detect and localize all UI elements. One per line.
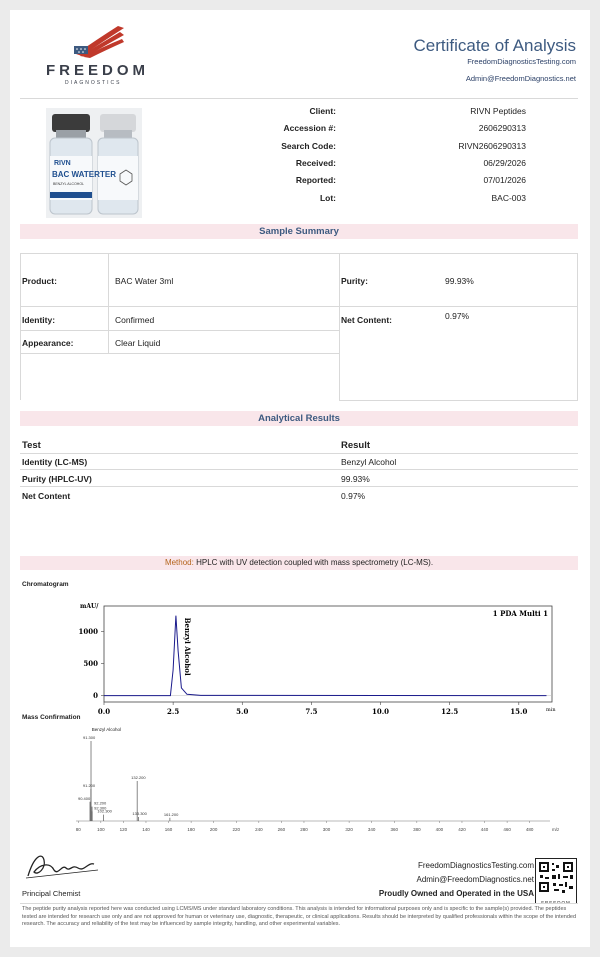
chromatogram-chart [20,590,578,718]
method-text: HPLC with UV detection coupled with mass spectrometry (LC-MS). [196,558,434,567]
product-value: BAC Water 3ml [115,276,174,286]
accession-label: Accession #: [283,123,336,133]
accession-value: 2606290313 [478,123,526,133]
peak-label: 90.400 [77,795,91,801]
vial-sub: BENZYL ALCOHOL [53,182,84,186]
lot-value: BAC-003 [491,193,526,203]
spectrum-annotation: Benzyl Alcohol [91,727,122,732]
x-tick-label: 380 [413,827,421,832]
x-tick-label: 240 [255,827,263,832]
x-axis-unit: m/z [552,827,560,832]
reported-value: 07/01/2026 [483,175,526,185]
x-axis-unit: min [546,707,556,713]
peak-label: 91.300 [83,735,96,740]
results-row-rule [20,486,578,487]
results-row-test: Identity (LC-MS) [22,457,88,467]
peak-label: 102.300 [97,808,112,814]
net-content-value: 0.97% [445,311,470,321]
peak-label: 133.300 [132,811,147,816]
sample-summary-heading: Sample Summary [20,224,578,239]
product-photo [46,108,142,218]
results-row-result: 0.97% [341,491,366,501]
identity-label: Identity: [22,315,56,325]
summary-row-rule-1 [20,306,578,307]
method-band [20,556,578,570]
summary-top-rule [20,253,578,254]
x-tick-label: 140 [142,827,150,832]
purity-value: 99.93% [445,276,474,286]
appearance-value: Clear Liquid [115,338,161,348]
method-label: Method: [164,558,194,567]
principal-chemist-label: Principal Chemist [22,889,81,898]
peak-label: 92.200 [94,800,107,806]
x-tick-label: 320 [345,827,353,832]
received-value: 06/29/2026 [483,158,526,168]
summary-row-rule-3 [20,353,340,354]
summary-col-border [108,253,109,353]
x-tick-label: 2.5 [167,707,180,716]
x-tick-label: 0.0 [97,707,111,716]
x-tick-label: 460 [503,827,511,832]
results-row-result: 99.93% [341,474,370,484]
brand-tagline: DIAGNOSTICS [65,80,122,86]
results-row-rule [20,469,578,470]
received-label: Received: [295,158,336,168]
x-tick-label: 180 [187,827,195,832]
footer-divider [20,903,578,904]
x-tick-label: 340 [367,827,376,832]
chromatogram-trace [104,616,547,696]
x-tick-label: 480 [525,827,534,832]
qr-code-icon [536,859,576,895]
peak-label: 91.200 [82,783,96,788]
client-value: RIVN Peptides [470,106,526,116]
x-tick-label: 12.5 [441,707,459,716]
header-divider [20,98,578,99]
reported-label: Reported: [295,175,336,185]
document-title: Certificate of Analysis [413,36,576,55]
x-tick-label: 5.0 [236,707,249,716]
results-col-result: Result [341,440,371,451]
y-tick-label: 500 [83,659,98,669]
appearance-label: Appearance: [22,338,74,348]
results-row-result: Benzyl Alcohol [341,457,397,467]
footer-email-link[interactable]: Admin@FreedomDiagnostics.net [416,875,534,884]
legend-label: 1 PDA Multi 1 [492,609,548,618]
x-tick-label: 440 [480,827,489,832]
x-tick-label: 10.0 [372,707,390,716]
x-tick-label: 360 [390,827,399,832]
x-tick-label: 100 [97,827,105,832]
disclaimer-text: The peptide purity analysis reported here was conducted using LCMS/MS under standard laboratory conditions. This analysis is intended for informational purposes only and is specific to the sample(s) provided. The peptides tested are intended for research use only and are not approved for human or veterinary use, diagnostic, therapeutic, or clinical applications. Results should be interpreted by qualified professionals within the scope of the intended research. The accuracy and reliability of the test may be influenced by sample integrity, handling, and other experimental variables. [22,906,576,927]
peak-label: 161.200 [163,811,179,817]
peak-label: Benzyl Alcohol [182,617,192,676]
x-tick-label: 400 [435,827,444,832]
summary-row-rule-2 [20,330,340,331]
results-row-test: Net Content [22,491,71,501]
identity-value: Confirmed [115,315,155,325]
summary-left-border [20,253,21,400]
certificate-page [10,10,590,947]
header-email-link[interactable]: Admin@FreedomDiagnostics.net [465,74,576,83]
peak-label: 92.300 [94,805,107,811]
peak-label: 132.200 [131,775,146,780]
x-tick-label: 300 [322,827,331,832]
flag-logo-icon [72,24,128,58]
x-tick-label: 160 [164,827,173,832]
x-tick-label: 120 [119,827,128,832]
x-tick-label: 220 [232,827,241,832]
vial-brand: RIVN [54,160,71,167]
y-tick-label: 0 [93,691,98,701]
results-row-test: Purity (HPLC-UV) [22,474,92,484]
results-header-rule [20,453,578,454]
chromatogram-label: Chromatogram [22,581,69,588]
brand-name: FREEDOM [46,62,149,79]
x-tick-label: 7.5 [305,707,318,716]
search-code-label: Search Code: [281,141,336,151]
vial-product-partial: TER [100,170,116,179]
results-col-test: Test [22,440,41,451]
product-label: Product: [22,276,57,286]
y-tick-label: 1000 [78,627,98,637]
x-tick-label: 260 [277,827,286,832]
signature-icon [24,850,102,884]
y-axis-unit: mAU/ [80,603,99,610]
summary-bottom-rule [339,400,578,401]
proud-text: Proudly Owned and Operated in the USA [378,889,534,898]
x-tick-label: 200 [209,827,218,832]
x-tick-label: 15.0 [510,707,528,716]
summary-mid-border [339,253,340,400]
net-content-label: Net Content: [341,315,392,325]
summary-right-border [577,253,578,400]
header-website-link[interactable]: FreedomDiagnosticsTesting.com [467,57,576,66]
analytical-results-heading: Analytical Results [20,411,578,426]
search-code-value: RIVN2606290313 [458,141,526,151]
footer-website-link[interactable]: FreedomDiagnosticsTesting.com [417,861,534,870]
qr-code[interactable] [535,858,577,904]
client-label: Client: [309,106,336,116]
vial-product: BAC WATER [52,170,100,179]
lot-label: Lot: [319,193,336,203]
mass-spectrum-chart [20,726,578,838]
x-tick-label: 80 [75,827,81,832]
x-tick-label: 420 [458,827,466,832]
x-tick-label: 280 [300,827,308,832]
purity-label: Purity: [341,276,368,286]
mass-confirmation-label: Mass Confirmation [22,714,81,721]
